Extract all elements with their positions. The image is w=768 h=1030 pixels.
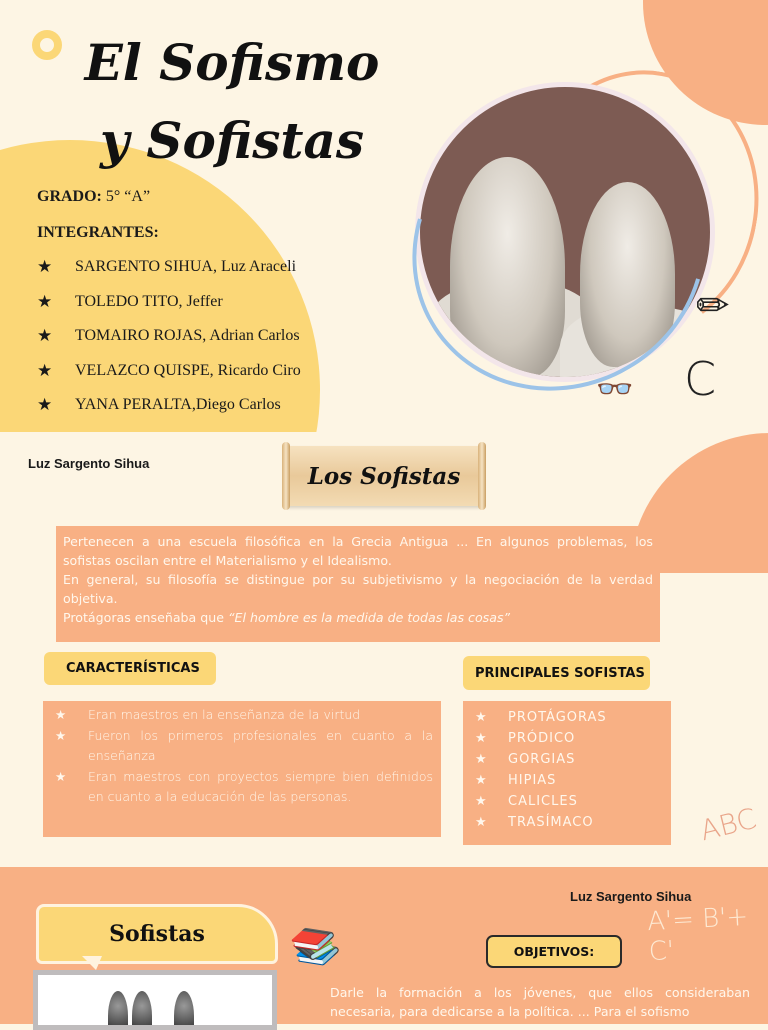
protagoras-quote: “El hombre es la medida de todas las cosas”	[227, 610, 511, 625]
caracteristicas-label: CARACTERÍSTICAS	[44, 652, 216, 685]
star-icon: ★	[475, 815, 488, 830]
list-item: ★ SARGENTO SIHUA, Luz Araceli	[37, 256, 301, 291]
author-name: Luz Sargento Sihua	[28, 456, 150, 471]
caracteristicas-list	[55, 705, 433, 808]
star-icon: ★	[37, 326, 53, 345]
principales-sofistas-box	[463, 701, 671, 845]
objetivos-text: Darle la formación a los jóvenes, que ellos consideraban necesaria, para dedicarse a la política. ... Para el sofismo	[330, 985, 750, 1019]
list-item: ★ HIPIAS	[475, 770, 659, 791]
grado-label: GRADO:	[37, 188, 102, 205]
intro-text-box	[56, 526, 660, 642]
mini-bust	[132, 991, 152, 1030]
principales-sofistas-label: PRINCIPALES SOFISTAS	[463, 656, 650, 690]
caracteristicas-box	[43, 701, 441, 837]
speech-banner-tail	[82, 956, 102, 970]
mini-bust	[108, 991, 128, 1030]
star-icon: ★	[55, 768, 67, 784]
intro-paragraph: Pertenecen a una escuela filosófica en la Grecia Antigua ... En algunos problemas, los sofistas oscilan entre el Materialismo y el Idealismo.	[63, 534, 653, 568]
list-item: ★ VELAZCO QUISPE, Ricardo Ciro	[37, 360, 301, 395]
star-icon: ★	[37, 257, 53, 276]
star-icon: ★	[55, 727, 67, 743]
sofistas-speech-banner	[36, 904, 278, 964]
star-icon: ★	[37, 395, 53, 414]
sofistas-image	[33, 970, 277, 1030]
star-icon: ★	[37, 291, 53, 311]
star-icon: ★	[475, 710, 488, 725]
formula-doodle-icon: A'= B'+ C'	[646, 901, 749, 968]
list-item: ★ CALICLES	[475, 791, 659, 812]
list-item: ★ GORGIAS	[475, 749, 659, 770]
list-item: ★ Fueron los primeros profesionales en cuanto a la enseñanza	[55, 726, 433, 767]
author-name: Luz Sargento Sihua	[570, 889, 692, 904]
scroll-banner	[286, 446, 482, 506]
star-icon: ★	[55, 707, 67, 722]
star-icon: ★	[475, 773, 488, 788]
pencil-icon: ✏	[696, 283, 730, 329]
list-item: ★ TOMAIRO ROJAS, Adrian Carlos	[37, 325, 301, 360]
ring-decoration	[32, 30, 62, 60]
abc-doodle-icon: ABC	[696, 801, 760, 848]
integrantes-label: INTEGRANTES:	[37, 224, 159, 241]
intro-paragraph: En general, su filosofía se distingue por su subjetivismo y la negociación de la verdad objetiva.	[63, 572, 653, 606]
list-item: ★ TRASÍMACO	[475, 812, 659, 833]
star-icon: ★	[475, 794, 488, 809]
grado-line	[37, 188, 150, 206]
star-icon: ★	[475, 752, 488, 767]
star-icon: ★	[475, 731, 488, 746]
list-item: ★ YANA PERALTA,Diego Carlos	[37, 394, 301, 429]
members-list	[37, 256, 301, 429]
page-title: El Sofismo y Sofistas	[84, 33, 380, 170]
principales-sofistas-list	[475, 707, 659, 833]
section-title: Los Sofistas	[307, 462, 461, 490]
section-title: Sofistas	[109, 921, 205, 947]
star-icon: ★	[37, 360, 53, 380]
grado-value: 5° “A”	[105, 188, 151, 205]
list-item: ★ Eran maestros con proyectos siempre bien definidos en cuanto a la educación de las personas.	[55, 767, 433, 808]
books-icon: 📚	[286, 917, 345, 975]
list-item: ★ Eran maestros en la enseñanza de la virtud	[55, 705, 433, 726]
list-item: ★ PRÓDICO	[475, 728, 659, 749]
list-item: ★ TOLEDO TITO, Jeffer	[37, 291, 301, 326]
glasses-icon: 👓	[596, 372, 634, 407]
mini-bust	[174, 991, 194, 1030]
letter-c-icon: C	[684, 352, 717, 406]
objetivos-label: OBJETIVOS:	[486, 935, 622, 968]
intro-paragraph: Protágoras enseñaba que “El hombre es la medida de todas las cosas”	[63, 610, 511, 625]
list-item: ★ PROTÁGORAS	[475, 707, 659, 728]
